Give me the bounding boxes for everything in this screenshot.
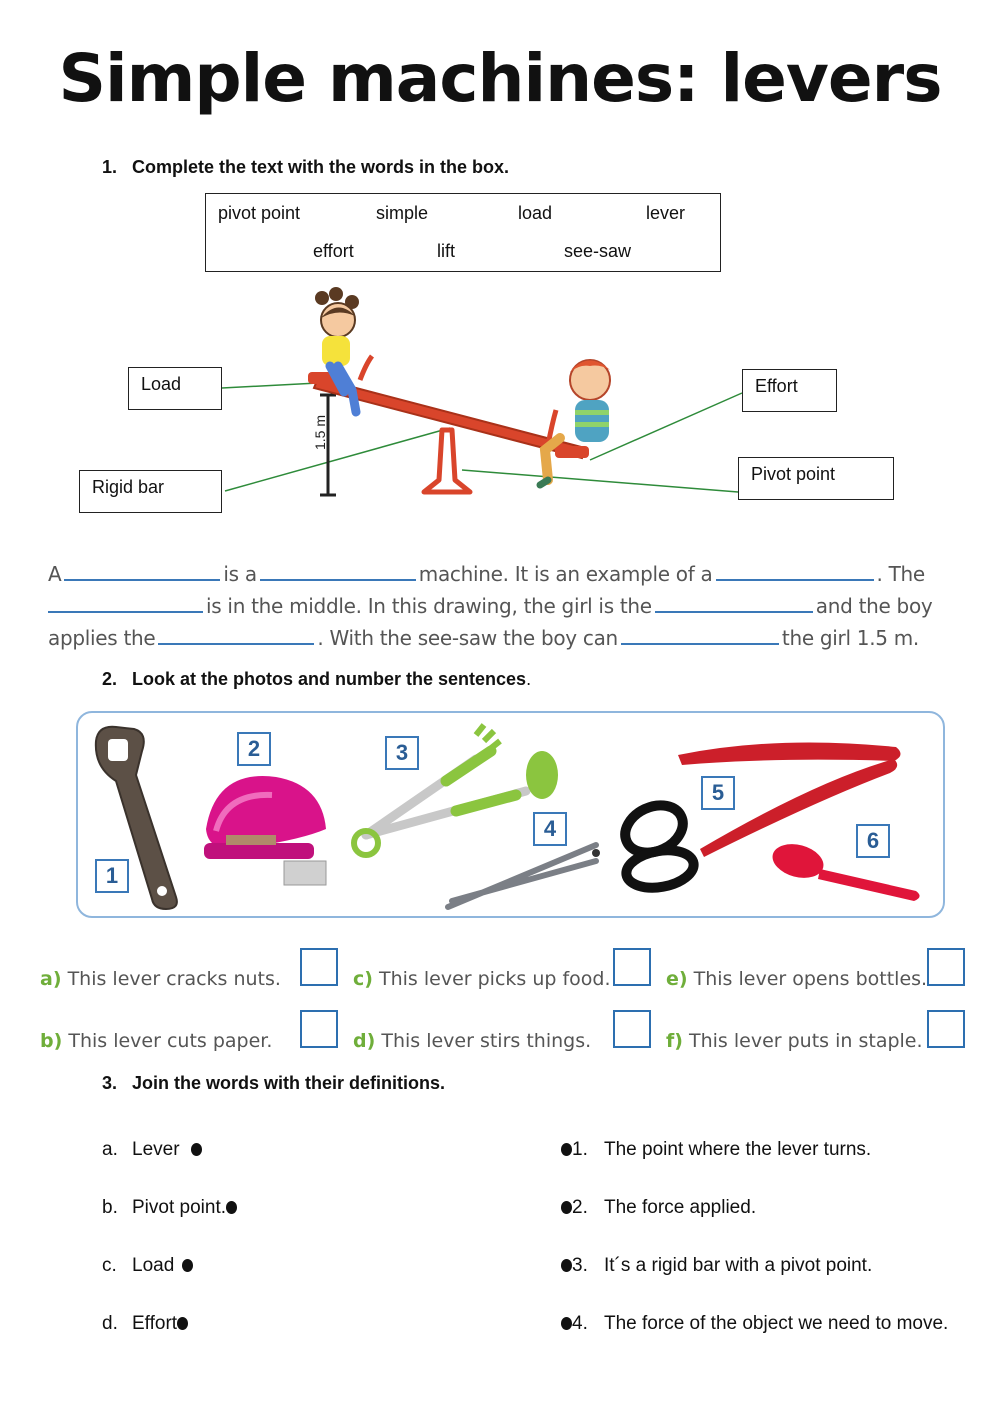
term-b-dot[interactable] <box>226 1201 237 1214</box>
word-pivot-point: pivot point <box>218 203 301 223</box>
word-load: load <box>518 203 553 223</box>
term-a-dot[interactable] <box>191 1143 202 1156</box>
definition-2-dot[interactable] <box>561 1201 572 1214</box>
definition-3: 3. It´s a rigid bar with a pivot point. <box>561 1255 872 1277</box>
label-load: Load <box>128 367 222 410</box>
photo-number-6: 6 <box>856 824 890 858</box>
fill-line-3: applies the . With the see-saw the boy can the girl 1.5 m. <box>48 626 919 650</box>
q2-number: 2. <box>102 669 118 689</box>
boy-seat <box>555 446 589 458</box>
spoon-image <box>769 839 920 901</box>
term-c: c. Load <box>102 1255 193 1277</box>
effort-pointer-line <box>590 393 742 460</box>
sentence-a: a) This lever cracks nuts. <box>40 968 281 990</box>
term-d: d. Effort <box>102 1313 188 1335</box>
word-effort: effort <box>313 241 354 261</box>
scissors-image <box>448 796 697 907</box>
label-rigid-bar: Rigid bar <box>79 470 222 513</box>
rigid-bar-pointer-line <box>225 428 450 491</box>
pivot-pointer-line <box>462 470 738 492</box>
label-effort: Effort <box>742 369 837 412</box>
q3-number: 3. <box>102 1073 118 1093</box>
q3-instruction: Join the words with their definitions. <box>132 1073 446 1093</box>
definition-4-dot[interactable] <box>561 1317 572 1330</box>
fill-line-2: is in the middle. In this drawing, the girl is the and the boy <box>48 594 932 618</box>
blank-5[interactable] <box>655 595 813 613</box>
q1-number: 1. <box>102 157 118 177</box>
word-lift: lift <box>437 241 455 261</box>
answer-box-c[interactable] <box>613 948 651 986</box>
word-box <box>205 193 721 272</box>
sentence-f: f) This lever puts in staple. <box>666 1030 923 1052</box>
pivot-stand <box>424 430 470 492</box>
blank-3[interactable] <box>716 563 874 581</box>
blank-1[interactable] <box>64 563 220 581</box>
photo-number-5: 5 <box>701 776 735 810</box>
blank-6[interactable] <box>158 627 314 645</box>
sentence-e: e) This lever opens bottles. <box>666 968 928 990</box>
definition-2: 2. The force applied. <box>561 1197 756 1219</box>
q3-heading <box>102 1073 445 1094</box>
tools-illustration <box>76 711 945 918</box>
word-see-saw: see-saw <box>564 241 632 261</box>
sentence-c: c) This lever picks up food. <box>353 968 611 990</box>
photo-number-4: 4 <box>533 812 567 846</box>
height-mark-label: 1.5 m <box>312 414 328 450</box>
word-simple: simple <box>376 203 429 223</box>
answer-box-a[interactable] <box>300 948 338 986</box>
stapler-image <box>204 776 326 885</box>
definition-3-dot[interactable] <box>561 1259 572 1272</box>
term-b: b. Pivot point. <box>102 1197 237 1219</box>
word-lever: lever <box>646 203 686 223</box>
fill-line-1: A is a machine. It is an example of a . The <box>48 562 925 586</box>
photo-number-2: 2 <box>237 732 271 766</box>
definition-1: 1. The point where the lever turns. <box>561 1139 871 1161</box>
photo-number-3: 3 <box>385 736 419 770</box>
term-a: a. Lever <box>102 1139 202 1161</box>
page-title: Simple machines: levers <box>58 40 942 117</box>
blank-2[interactable] <box>260 563 416 581</box>
photo-number-1: 1 <box>95 859 129 893</box>
term-c-dot[interactable] <box>182 1259 193 1272</box>
sentence-d: d) This lever stirs things. <box>353 1030 592 1052</box>
definition-1-dot[interactable] <box>561 1143 572 1156</box>
q2-instruction: Look at the photos and number the sentences <box>132 669 527 689</box>
q1-heading <box>102 157 509 178</box>
blank-4[interactable] <box>48 595 203 613</box>
blank-7[interactable] <box>621 627 779 645</box>
load-pointer-line <box>222 383 318 388</box>
answer-box-d[interactable] <box>613 1010 651 1048</box>
answer-box-b[interactable] <box>300 1010 338 1048</box>
q1-instruction: Complete the text with the words in the box. <box>132 157 510 177</box>
term-d-dot[interactable] <box>177 1317 188 1330</box>
sentence-b: b) This lever cuts paper. <box>40 1030 273 1052</box>
answer-box-f[interactable] <box>927 1010 965 1048</box>
label-pivot-point: Pivot point <box>738 457 894 500</box>
answer-box-e[interactable] <box>927 948 965 986</box>
definition-4: 4. The force of the object we need to move. <box>561 1313 948 1335</box>
q2-heading: 2. Look at the photos and number the sentences. <box>102 669 532 689</box>
